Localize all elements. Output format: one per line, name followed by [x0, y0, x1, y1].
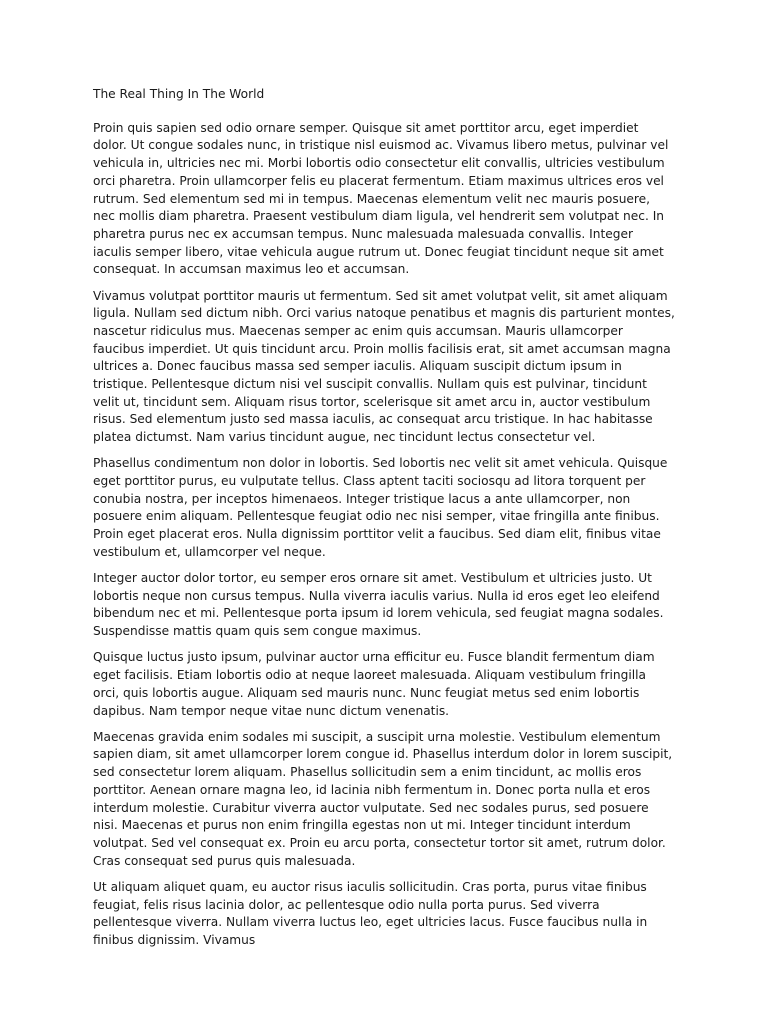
document-title: The Real Thing In The World	[93, 87, 265, 101]
paragraph-4: Integer auctor dolor tortor, eu semper eros ornare sit amet. Vestibulum et ultricies justo. Ut lobortis neque non cursus tempus. Nulla viverra iaculis varius. Nulla id eros eget leo eleifend bibendum nec et mi. Pellentesque porta ipsum id lorem vehicula, sed feugiat magna sodales. Suspendisse mattis quam quis sem congue maximus.	[93, 571, 664, 639]
paragraph-6: Maecenas gravida enim sodales mi suscipit, a suscipit urna molestie. Vestibulum elementum sapien diam, sit amet ullamcorper lorem congue id. Phasellus interdum dolor in lorem suscipit, sed consectetur lorem aliquam. Phasellus sollicitudin sem a enim tincidunt, ac mollis eros porttitor. Aenean ornare magna leo, id lacinia nibh fermentum in. Donec porta nulla et eros interdum molestie. Curabitur viverra auctor vulputate. Sed nec sodales purus, sed posuere nisi. Maecenas et purus non enim fringilla egestas non ut mi. Integer tincidunt interdum volutpat. Sed vel consequat ex. Proin eu arcu porta, consectetur tortor sit amet, rutrum dolor. Cras consequat sed purus quis malesuada.	[93, 729, 673, 868]
paragraph-5: Quisque luctus justo ipsum, pulvinar auctor urna efficitur eu. Fusce blandit fermentum diam eget facilisis. Etiam lobortis odio at neque laoreet malesuada. Aliquam vestibulum fringilla orci, quis lobortis augue. Aliquam sed mauris nunc. Nunc feugiat metus sed enim lobortis dapibus. Nam tempor neque vitae nunc dictum venenatis.	[93, 650, 655, 718]
paragraph-3: Phasellus condimentum non dolor in lobortis. Sed lobortis nec velit sit amet vehicula. Quisque eget porttitor purus, eu vulputate tellus. Class aptent taciti sociosqu ad litora torquent per conubia nostra, per inceptos himenaeos. Integer tristique lacus a ante ullamcorper, non posuere enim aliquam. Pellentesque feugiat odio nec nisi semper, vitae fringilla ante finibus. Proin eget placerat eros. Nulla dignissim porttitor velit a faucibus. Sed diam elit, finibus vitae vestibulum et, ullamcorper vel neque.	[93, 456, 668, 559]
paragraph-1: Proin quis sapien sed odio ornare semper. Quisque sit amet porttitor arcu, eget imperdiet dolor. Ut congue sodales nunc, in tristique nisl euismod ac. Vivamus libero metus, pulvinar vel vehicula in, ultricies nec mi. Morbi lobortis odio consectetur elit convallis, ultricies vestibulum orci pharetra. Proin ullamcorper felis eu placerat fermentum. Etiam maximus ultrices eros vel rutrum. Sed elementum sed mi in tempus. Maecenas elementum velit nec mauris posuere, nec mollis diam pharetra. Praesent vestibulum diam ligula, vel hendrerit sem volutpat nec. In pharetra purus nec ex accumsan tempus. Nunc malesuada malesuada convallis. Integer iaculis semper libero, vitae vehicula augue rutrum ut. Donec feugiat tincidunt neque sit amet consequat. In accumsan maximus leo et accumsan.	[93, 120, 669, 277]
document-page	[93, 86, 675, 950]
paragraph-2: Vivamus volutpat porttitor mauris ut fermentum. Sed sit amet volutpat velit, sit amet aliquam ligula. Nullam sed dictum nibh. Orci varius natoque penatibus et magnis dis parturient montes, nascetur ridiculus mus. Maecenas semper ac enim quis accumsan. Mauris ullamcorper faucibus imperdiet. Ut quis tincidunt arcu. Proin mollis facilisis erat, sit amet accumsan magna ultrices a. Donec faucibus massa sed semper iaculis. Aliquam suscipit dictum ipsum in tristique. Pellentesque dictum nisi vel suscipit convallis. Nullam quis est pulvinar, tincidunt velit ut, tincidunt sem. Aliquam risus tortor, scelerisque sit amet arcu in, auctor vestibulum risus. Sed elementum justo sed massa iaculis, ac consequat arcu tristique. In hac habitasse platea dictumst. Nam varius tincidunt augue, nec tincidunt lectus consectetur vel.	[93, 288, 675, 445]
paragraph-7: Ut aliquam aliquet quam, eu auctor risus iaculis sollicitudin. Cras porta, purus vitae finibus feugiat, felis risus lacinia dolor, ac pellentesque odio nulla porta purus. Sed viverra pellentesque viverra. Nullam viverra luctus leo, eget ultricies lacus. Fusce faucibus nulla in finibus dignissim. Vivamus	[93, 879, 648, 947]
